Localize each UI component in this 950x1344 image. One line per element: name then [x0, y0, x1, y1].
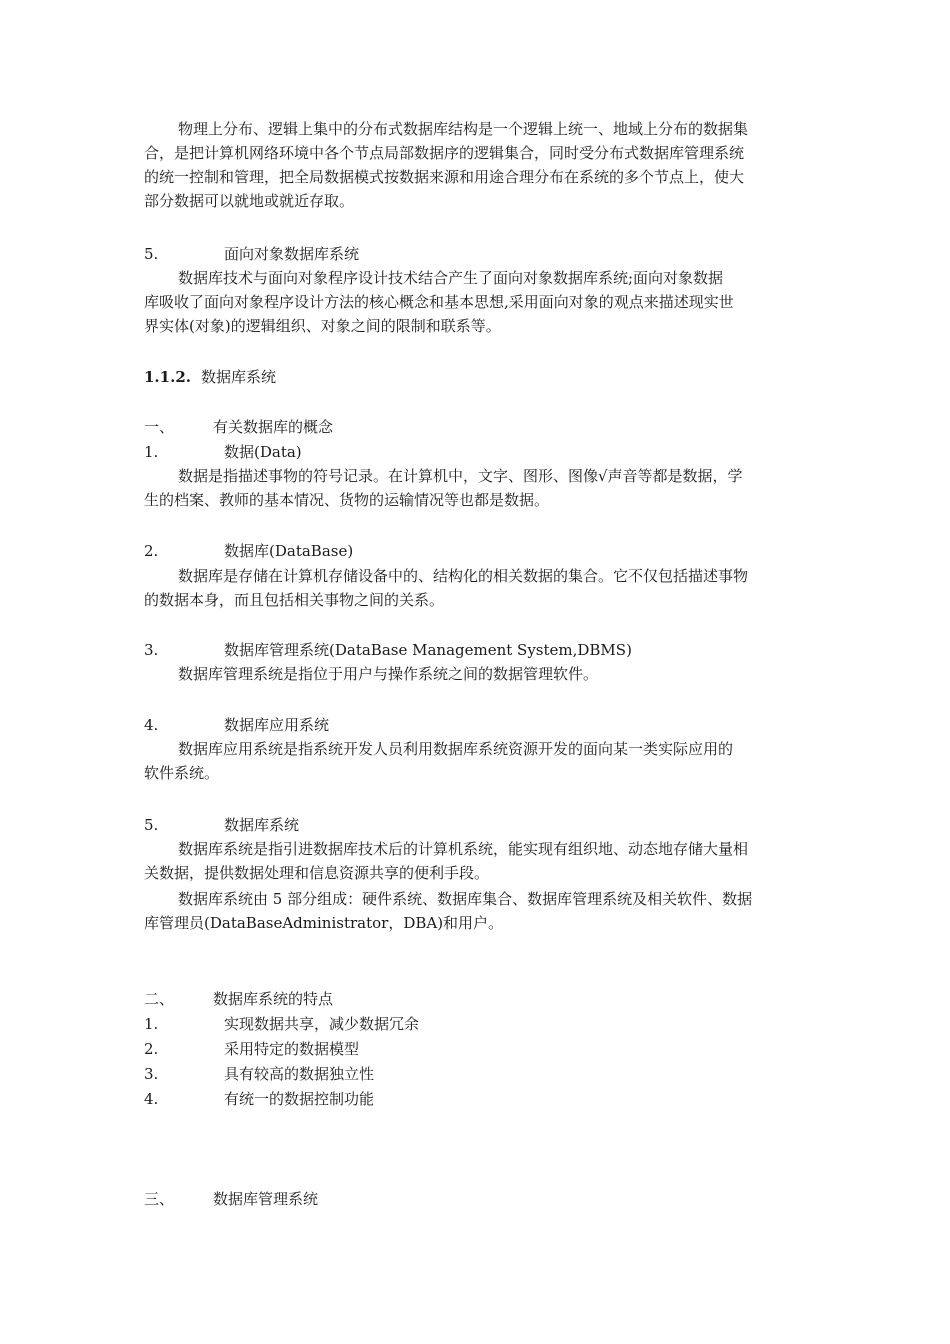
- item-number: 2.: [144, 1040, 159, 1058]
- text-line: 数据库管理系统是指位于用户与操作系统之间的数据管理软件。: [178, 665, 599, 683]
- text-line: 生的档案、教师的基本情况、货物的运输情况等也都是数据。: [144, 491, 550, 509]
- concept-title-db-system: 数据库系统: [224, 816, 300, 834]
- text-line: 数据库技术与面向对象程序设计技术结合产生了面向对象数据库系统;面向对象数据: [178, 269, 724, 287]
- part-number: 二、: [144, 990, 175, 1008]
- text-line: 合，是把计算机网络环境中各个节点局部数据序的逻辑集合，同时受分布式数据库管理系统: [144, 144, 745, 162]
- item-number: 3.: [144, 641, 159, 659]
- text-line: 界实体(对象)的逻辑组织、对象之间的限制和联系等。: [144, 317, 501, 335]
- item-number: 4.: [144, 716, 159, 734]
- list-item: 实现数据共享，减少数据冗余: [224, 1015, 420, 1033]
- item-number: 3.: [144, 1065, 159, 1083]
- concept-title-database: 数据库(DataBase): [224, 542, 354, 560]
- text-line: 库吸收了面向对象程序设计方法的核心概念和基本思想,采用面向对象的观点来描述现实世: [144, 293, 734, 311]
- list-item: 具有较高的数据独立性: [224, 1065, 375, 1083]
- text-line: 数据是指描述事物的符号记录。在计算机中，文字、图形、图像√声音等都是数据，学: [178, 467, 743, 485]
- part-title-concepts: 有关数据库的概念: [213, 418, 334, 436]
- heading-oo-database: 面向对象数据库系统: [224, 245, 360, 263]
- text-line: 部分数据可以就地或就近存取。: [144, 192, 355, 210]
- text-line: 数据库系统由 5 部分组成：硬件系统、数据库集合、数据库管理系统及相关软件、数据: [178, 890, 753, 908]
- part-number: 三、: [144, 1190, 175, 1208]
- list-item: 有统一的数据控制功能: [224, 1090, 375, 1108]
- text-line: 数据库应用系统是指系统开发人员利用数据库系统资源开发的面向某一类实际应用的: [178, 740, 734, 758]
- text-line: 数据库系统是指引进数据库技术后的计算机系统，能实现有组织地、动态地存储大量相: [178, 840, 749, 858]
- text-line: 的统一控制和管理，把全局数据模式按数据来源和用途合理分布在系统的多个节点上，使大: [144, 168, 745, 186]
- part-title-features: 数据库系统的特点: [213, 990, 334, 1008]
- item-number: 4.: [144, 1090, 159, 1108]
- text-line: 数据库是存储在计算机存储设备中的、结构化的相关数据的集合。它不仅包括描述事物: [178, 567, 749, 585]
- text-line: 的数据本身，而且包括相关事物之间的关系。: [144, 591, 445, 609]
- text-line: 关数据，提供数据处理和信息资源共享的便利手段。: [144, 864, 490, 882]
- item-number: 2.: [144, 542, 159, 560]
- item-number: 1.: [144, 443, 159, 461]
- text-line: 软件系统。: [144, 764, 220, 782]
- part-title-dbms: 数据库管理系统: [213, 1190, 319, 1208]
- item-number: 5.: [144, 816, 159, 834]
- heading-number: 5.: [144, 245, 159, 263]
- section-number: 1.1.2.: [144, 368, 191, 386]
- text-line: 物理上分布、逻辑上集中的分布式数据库结构是一个逻辑上统一、地域上分布的数据集: [178, 120, 749, 138]
- concept-title-dbms: 数据库管理系统(DataBase Management System,DBMS): [224, 641, 632, 659]
- list-item: 采用特定的数据模型: [224, 1040, 360, 1058]
- concept-title-db-application: 数据库应用系统: [224, 716, 330, 734]
- item-number: 1.: [144, 1015, 159, 1033]
- part-number: 一、: [144, 418, 175, 436]
- section-title: 数据库系统: [201, 368, 277, 386]
- text-line: 库管理员(DataBaseAdministrator，DBA)和用户。: [144, 914, 504, 932]
- concept-title-data: 数据(Data): [224, 443, 302, 461]
